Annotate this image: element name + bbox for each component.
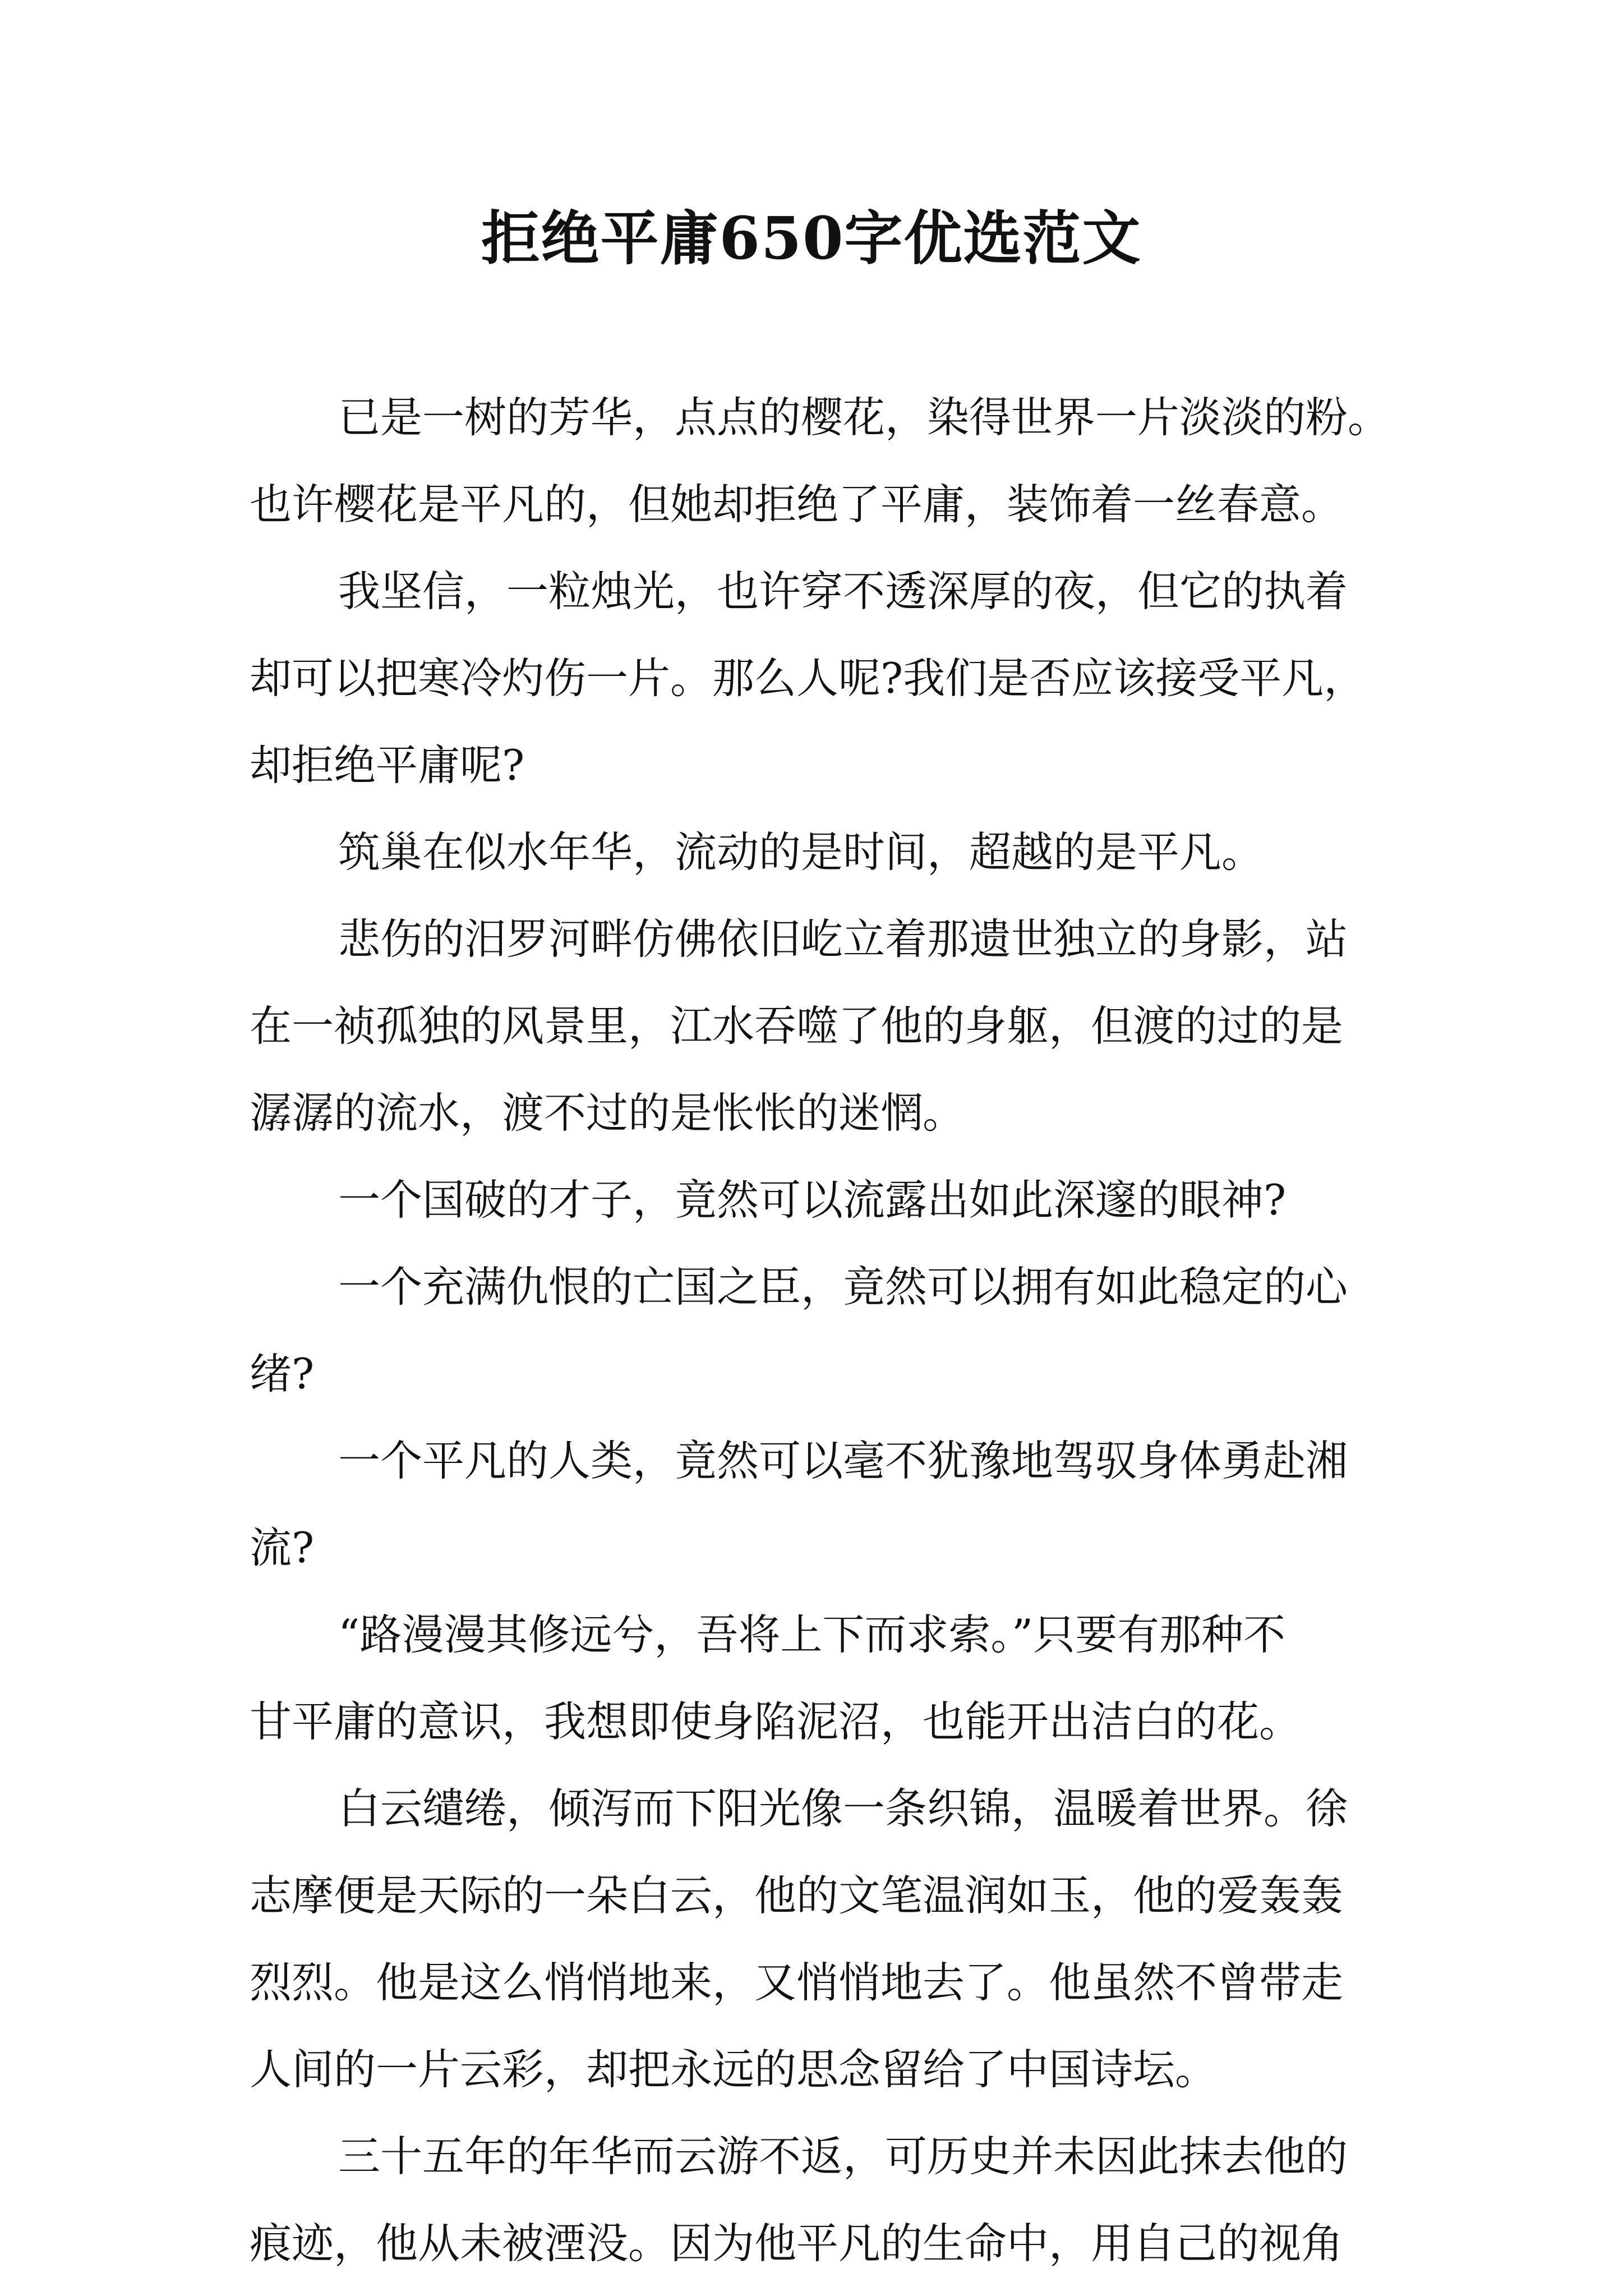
text-line: 流?: [250, 1523, 315, 1572]
text-line: 潺潺的流水，渡不过的是怅怅的迷惘。: [250, 1088, 965, 1138]
text-line: 一个国破的才子，竟然可以流露出如此深邃的眼神?: [338, 1175, 1287, 1225]
text-line: 人间的一片云彩，却把永远的思念留给了中国诗坛。: [250, 2045, 1218, 2094]
text-line: 三十五年的年华而云游不返，可历史并未因此抹去他的: [338, 2132, 1348, 2181]
text-line: 悲伤的汨罗河畔仿佛依旧屹立着那遗世独立的身影，站: [338, 914, 1348, 964]
document-title: 拒绝平庸650字优选范文: [481, 204, 1142, 273]
text-line: 筑巢在似水年华，流动的是时间，超越的是平凡。: [338, 827, 1264, 877]
text-line: 却拒绝平庸呢?: [250, 740, 525, 790]
text-line: 志摩便是天际的一朵白云，他的文笔温润如玉，他的爱轰轰: [250, 1871, 1344, 1920]
text-line: 却可以把寒冷灼伤一片。那么人呢?我们是否应该接受平凡，: [250, 654, 1366, 703]
text-line: 绪?: [250, 1349, 315, 1398]
text-line: 痕迹，他从未被湮没。因为他平凡的生命中，用自己的视角: [250, 2219, 1344, 2268]
text-line: 在一祯孤独的风景里，江水吞噬了他的身躯，但渡的过的是: [250, 1001, 1344, 1051]
text-line: 一个平凡的人类，竟然可以毫不犹豫地驾驭身体勇赴湘: [338, 1436, 1348, 1485]
text-line: 烈烈。他是这么悄悄地来，又悄悄地去了。他虽然不曾带走: [250, 1958, 1344, 2007]
text-line: 甘平庸的意识，我想即使身陷泥沼，也能开出洁白的花。: [250, 1697, 1302, 1746]
text-line: 我坚信，一粒烛光，也许穿不透深厚的夜，但它的执着: [338, 567, 1348, 616]
text-line: 也许樱花是平凡的，但她却拒绝了平庸，装饰着一丝春意。: [250, 480, 1344, 529]
document-body: [250, 374, 1388, 2287]
text-line: 已是一树的芳华，点点的樱花，染得世界一片淡淡的粉。: [338, 393, 1390, 442]
text-line: 白云缱绻，倾泻而下阳光像一条织锦，温暖着世界。徐: [338, 1784, 1348, 1833]
text-line: 一个充满仇恨的亡国之臣，竟然可以拥有如此稳定的心: [338, 1262, 1348, 1312]
text-line: “路漫漫其修远兮，吾将上下而求索。”只要有那种不: [338, 1610, 1286, 1659]
